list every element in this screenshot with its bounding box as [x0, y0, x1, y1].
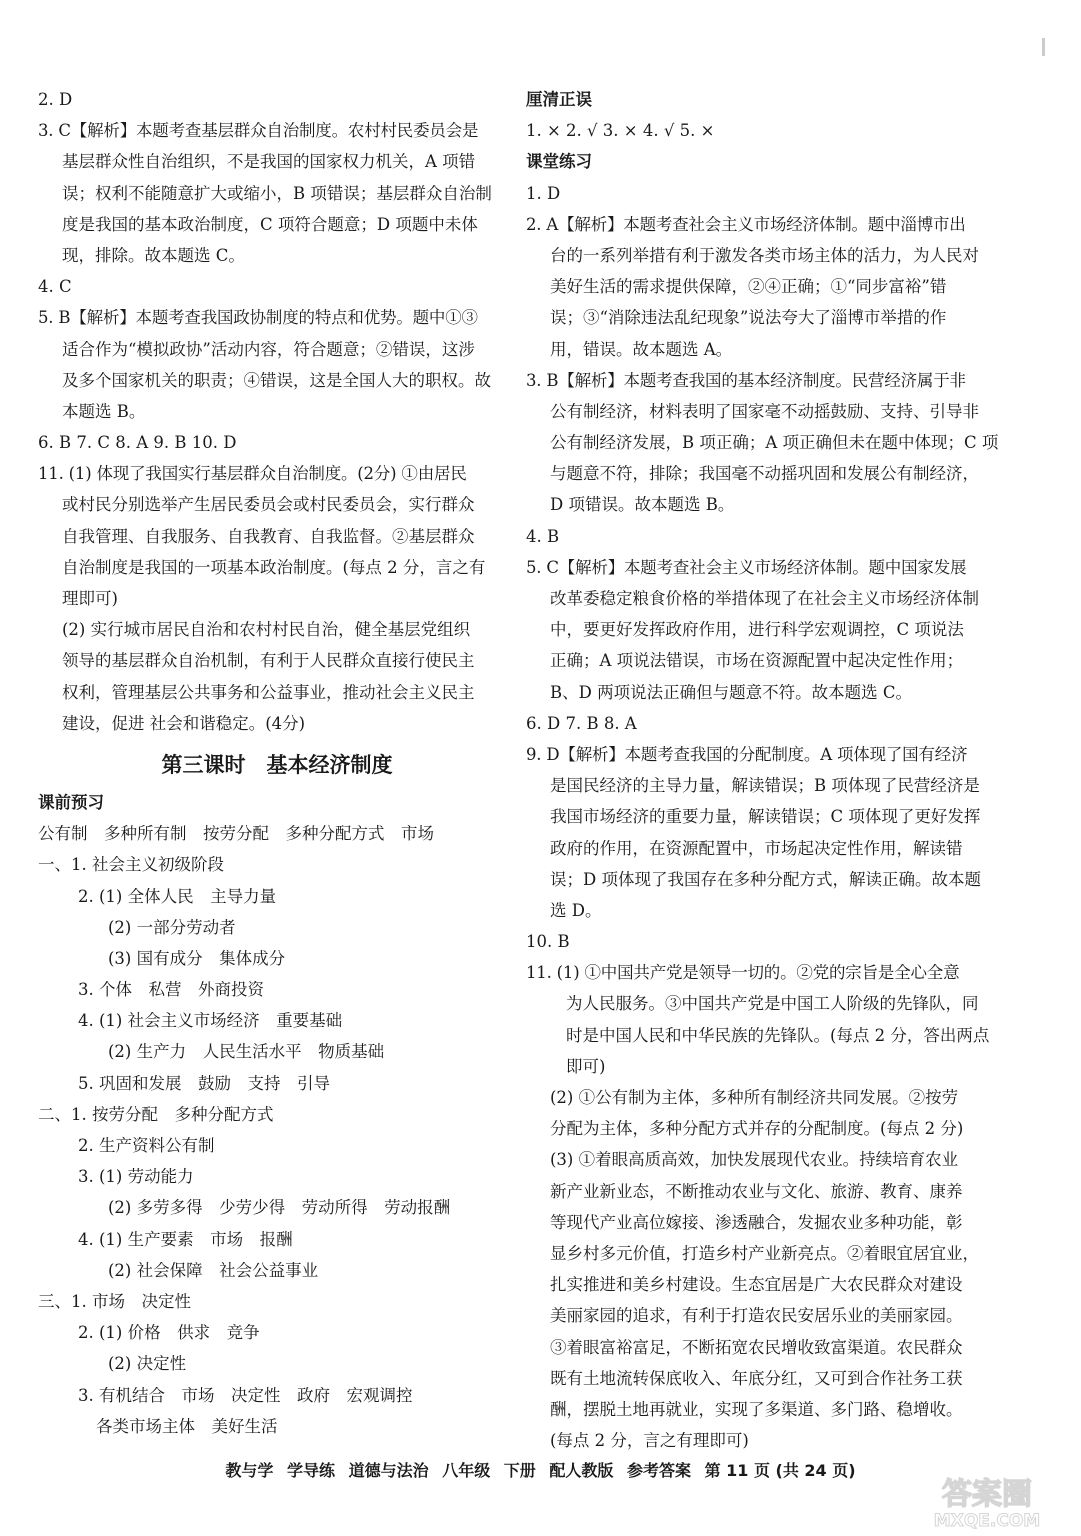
answer-line: 与题意不符，排除；我国毫不动摇巩固和发展公有制经济，: [550, 464, 979, 484]
answer-line: 误；D 项体现了我国存在多种分配方式，解读正确。故本题: [550, 869, 981, 889]
footer-section: 参考答案: [626, 1461, 691, 1480]
preview-line: 课前预习: [38, 792, 104, 812]
preview-line: 3. 个体 私营 外商投资: [78, 980, 264, 1000]
answer-line: 台的一系列举措有利于激发各类市场主体的活力，为人民对: [550, 245, 979, 265]
answer-line: 中，要更好发挥政府作用，进行科学宏观调控，C 项说法: [550, 620, 964, 640]
answer-line: 权利，管理基层公共事务和公益事业，推动社会主义民主: [62, 682, 475, 702]
answer-line: (3) ①着眼高质高效，加快发展现代农业。持续培育农业: [550, 1150, 959, 1170]
preview-line: (2) 多劳多得 少劳少得 劳动所得 劳动报酬: [108, 1198, 451, 1218]
answer-line: 新产业新业态，不断推动农业与文化、旅游、教育、康养: [550, 1181, 963, 1201]
answer-line: 扎实推进和美乡村建设。生态宜居是广大农民群众对建设: [550, 1275, 963, 1295]
footer-page-number: 第 11 页 (共 24 页): [704, 1461, 856, 1480]
answer-line: 领导的基层群众自治机制，有利于人民群众直接行使民主: [62, 651, 475, 671]
answer-line: 6. D 7. B 8. A: [526, 713, 637, 733]
answer-line: 4. C: [38, 277, 72, 297]
preview-line: 5. 巩固和发展 鼓励 支持 引导: [78, 1073, 330, 1093]
answer-line: 我国市场经济的重要力量，解读错误；C 项体现了更好发挥: [550, 807, 981, 827]
preview-line: 2. (1) 价格 供求 竞争: [78, 1323, 260, 1343]
preview-line: (2) 一部分劳动者: [108, 917, 236, 937]
footer-brand: 教与学: [225, 1461, 274, 1480]
answer-line: 是国民经济的主导力量，解读错误；B 项体现了民营经济是: [550, 776, 980, 796]
answer-line: 政府的作用，在资源配置中，市场起决定性作用，解读错: [550, 838, 963, 858]
answer-line: 1. D: [526, 183, 561, 203]
answer-line: 5. B【解析】本题考查我国政协制度的特点和优势。题中①③: [38, 308, 478, 328]
answer-line: 6. B 7. C 8. A 9. B 10. D: [38, 433, 237, 453]
preview-line: 三、1. 市场 决定性: [38, 1291, 191, 1311]
left-column: [38, 84, 516, 1442]
preview-line: 3. (1) 劳动能力: [78, 1167, 194, 1187]
section-title: 第三课时 基本经济制度: [161, 752, 393, 777]
answer-line: 选 D。: [550, 900, 602, 920]
footer-volume: 下册: [503, 1461, 536, 1480]
answer-line: 公有制经济发展，B 项正确；A 项正确但未在题中体现；C 项: [550, 433, 999, 453]
footer-subject: 道德与法治: [348, 1461, 429, 1480]
answer-line: B、D 两项说法正确但与题意不符。故本题选 C。: [550, 682, 912, 702]
answer-line: 1. × 2. √ 3. × 4. √ 5. ×: [526, 121, 715, 141]
preview-line: 4. (1) 社会主义市场经济 重要基础: [78, 1011, 343, 1031]
answer-line: 等现代产业高位嫁接、渗透融合，发掘农业多种功能，彰: [550, 1212, 963, 1232]
preview-line: 2. (1) 全体人民 主导力量: [78, 886, 277, 906]
answer-line: 10. B: [526, 932, 570, 952]
preview-line: 2. 生产资料公有制: [78, 1136, 215, 1155]
preview-line: 公有制 多种所有制 按劳分配 多种分配方式 市场: [38, 824, 434, 844]
answer-line: 酬，摆脱土地再就业，实现了多渠道、多门路、稳增收。: [550, 1399, 963, 1419]
answer-line: 美丽家园的追求，有利于打造农民安居乐业的美丽家园。: [550, 1306, 963, 1326]
preview-line: (2) 生产力 人民生活水平 物质基础: [108, 1042, 385, 1062]
answer-line: 或村民分别选举产生居民委员会或村民委员会，实行群众: [62, 495, 475, 515]
answer-line: 适合作为“模拟政协”活动内容，符合题意；②错误，这涉: [62, 339, 475, 359]
answer-line: 2. D: [38, 90, 73, 109]
answer-line: 为人民服务。③中国共产党是中国工人阶级的先锋队，同: [566, 994, 979, 1014]
preview-line: (2) 社会保障 社会公益事业: [108, 1260, 319, 1280]
scan-mark: [1042, 38, 1045, 56]
right-answers-block: [526, 84, 1046, 1456]
answer-line: 误；③“消除违法乱纪现象”说法夸大了淄博市举措的作: [550, 308, 947, 328]
preview-line: 4. (1) 生产要素 市场 报酬: [78, 1229, 293, 1249]
answer-line: ③着眼富裕富足，不断拓宽农民增收致富渠道。农民群众: [550, 1337, 963, 1357]
preview-line: 各类市场主体 美好生活: [96, 1416, 278, 1436]
answer-line: 美好生活的需求提供保障，②④正确；①“同步富裕”错: [550, 277, 947, 297]
footer-edition: 配人教版: [549, 1461, 614, 1480]
answer-line: 理即可): [62, 589, 118, 608]
answer-line: 既有土地流转保底收入、年底分红，又可到合作社务工获: [550, 1368, 963, 1388]
answer-line: 厘清正误: [526, 90, 592, 109]
answer-line: 3. B【解析】本题考查我国的基本经济制度。民营经济属于非: [526, 370, 966, 390]
answer-line: 正确；A 项说法错误，市场在资源配置中起决定性作用；: [550, 651, 964, 671]
answer-line: 本题选 B。: [62, 401, 146, 421]
preview-line: 3. 有机结合 市场 决定性 政府 宏观调控: [78, 1385, 413, 1405]
preview-answers-block: [38, 787, 516, 1442]
watermark-title: 答案圈: [942, 1477, 1032, 1512]
answer-line: 用，错误。故本题选 A。: [550, 339, 733, 359]
answer-line: 11. (1) 体现了我国实行基层群众自治制度。(2分) ①由居民: [38, 464, 467, 484]
answer-line: 公有制经济，材料表明了国家毫不动摇鼓励、支持、引导非: [550, 401, 979, 421]
answer-line: 2. A【解析】本题考查社会主义市场经济体制。题中淄博市出: [526, 214, 966, 234]
answer-line: 自治制度是我国的一项基本政治制度。(每点 2 分，言之有: [62, 557, 486, 577]
answer-line: 显乡村多元价值，打造乡村产业新亮点。②着眼宜居宜业，: [550, 1243, 979, 1263]
preview-line: 一、1. 社会主义初级阶段: [38, 855, 224, 875]
answer-line: 11. (1) ①中国共产党是领导一切的。②党的宗旨是全心全意: [526, 963, 960, 983]
left-answers-block: [38, 84, 516, 739]
preview-line: (3) 国有成分 集体成分: [108, 948, 286, 968]
answer-line: 基层群众性自治组织，不是我国的国家权力机关，A 项错: [62, 152, 476, 172]
answer-line: 建设，促进 社会和谐稳定。(4分): [62, 713, 306, 733]
answer-line: 度是我国的基本政治制度，C 项符合题意；D 项题中未体: [62, 214, 478, 234]
watermark-logo: [902, 1470, 1072, 1532]
right-column: [526, 84, 1046, 1456]
answer-line: 分配为主体，多种分配方式并存的分配制度。(每点 2 分): [550, 1119, 964, 1139]
answer-line: 课堂练习: [526, 152, 592, 172]
answer-line: 4. B: [526, 526, 560, 546]
footer-grade: 八年级: [442, 1461, 491, 1480]
answer-line: 及多个国家机关的职责；④错误，这是全国人大的职权。故: [62, 370, 491, 390]
answer-line: 9. D【解析】本题考查我国的分配制度。A 项体现了国有经济: [526, 744, 968, 764]
answer-line: (2) 实行城市居民自治和农村村民自治，健全基层党组织: [62, 620, 471, 640]
footer-series: 学导练: [287, 1461, 336, 1480]
answer-line: 时是中国人民和中华民族的先锋队。(每点 2 分，答出两点: [566, 1025, 990, 1045]
answer-line: 误；权利不能随意扩大或缩小，B 项错误；基层群众自治制: [62, 183, 492, 203]
answer-line: 即可): [566, 1056, 606, 1076]
watermark-url: MXQE.COM: [933, 1511, 1041, 1531]
preview-line: 二、1. 按劳分配 多种分配方式: [38, 1104, 274, 1124]
answer-line: 3. C【解析】本题考查基层群众自治制度。农村村民委员会是: [38, 121, 479, 141]
answer-line: 改革委稳定粮食价格的举措体现了在社会主义市场经济体制: [550, 589, 979, 608]
answer-line: D 项错误。故本题选 B。: [550, 495, 735, 515]
preview-line: (2) 决定性: [108, 1354, 187, 1374]
answer-line: 自我管理、自我服务、自我教育、自我监督。②基层群众: [62, 526, 475, 546]
answer-line: 5. C【解析】本题考查社会主义市场经济体制。题中国家发展: [526, 557, 967, 577]
answer-line: (每点 2 分，言之有理即可): [550, 1431, 749, 1451]
answer-line: (2) ①公有制为主体，多种所有制经济共同发展。②按劳: [550, 1088, 959, 1107]
answer-line: 现，排除。故本题选 C。: [62, 245, 245, 265]
